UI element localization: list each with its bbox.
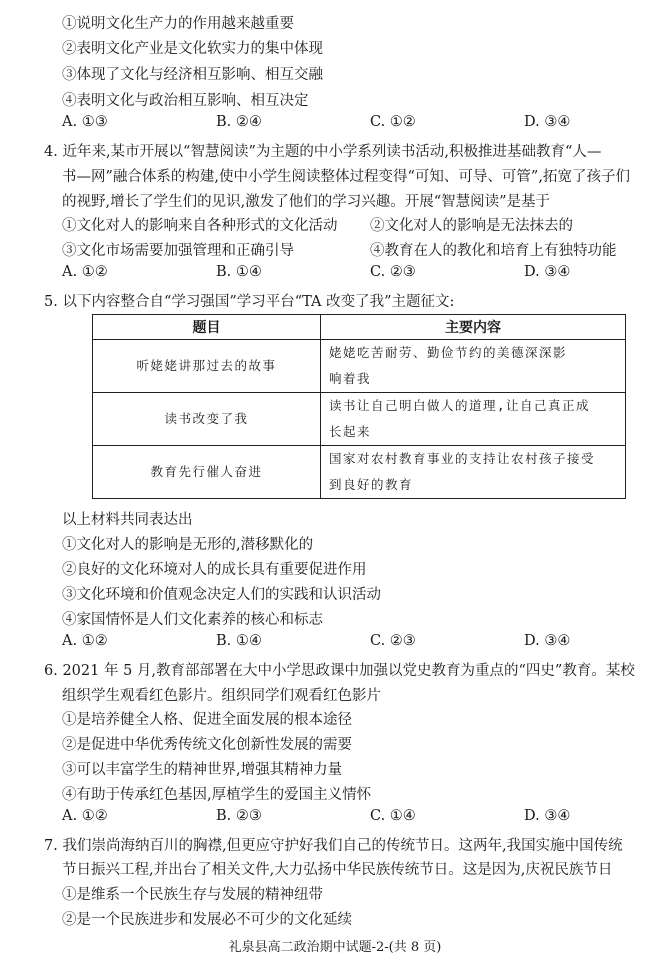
- q7-stem-line-1: 7. 我们崇尚海纳百川的胸襟,但更应守护好我们自己的传统节日。这两年,我国实施中国传统: [44, 838, 623, 854]
- q3-option-b: B. ②④: [216, 114, 262, 130]
- table-cell-content-line-1: 国家对农村教育事业的支持让农村孩子接受: [329, 451, 596, 466]
- q3-statement-4: ④表明文化与政治相互影响、相互决定: [62, 93, 309, 109]
- q5-lead: 以上材料共同表达出: [62, 512, 193, 528]
- q6-stem-line-2: 组织学生观看红色影片。组织同学们观看红色影片: [62, 688, 381, 704]
- essay-table: [92, 314, 626, 499]
- table-cell-title: 教育先行催人奋进: [93, 446, 321, 499]
- table-row: [93, 446, 626, 499]
- q4-stem-line-1: 4. 近年来,某市开展以“智慧阅读”为主题的中小学系列读书活动,积极推进基础教育“人—: [44, 144, 602, 160]
- q4-stem-line-2: 书—网”融合体系的构建,使中小学生阅读整体过程变得“可知、可导、可管”,拓宽了孩子们: [62, 169, 630, 185]
- table-header-content: 主要内容: [321, 315, 626, 340]
- table-header-row: [93, 315, 626, 340]
- q5-stem: 5. 以下内容整合自“学习强国”学习平台“TA 改变了我”主题征文:: [44, 294, 455, 310]
- q5-option-d: D. ③④: [524, 633, 571, 649]
- q4-option-b: B. ①④: [216, 264, 262, 280]
- q5-statement-1: ①文化对人的影响是无形的,潜移默化的: [62, 537, 314, 553]
- table-cell-content: [321, 446, 626, 499]
- q6-option-b: B. ②③: [216, 808, 262, 824]
- q5-option-b: B. ①④: [216, 633, 262, 649]
- q6-option-a: A. ①②: [62, 808, 108, 824]
- table-cell-title: 听姥姥讲那过去的故事: [93, 340, 321, 393]
- q4-stem-line-3: 的视野,增长了学生们的见识,激发了他们的学习兴趣。开展“智慧阅读”是基于: [62, 194, 551, 210]
- q3-option-c: C. ①②: [370, 114, 416, 130]
- q4-statement-1: ①文化对人的影响来自各种形式的文化活动: [62, 218, 338, 234]
- table-row: [93, 393, 626, 446]
- table-cell-content-line-1: 姥姥吃苦耐劳、勤俭节约的美德深深影: [329, 345, 568, 360]
- q4-statement-4: ④教育在人的教化和培育上有独特功能: [370, 243, 617, 259]
- q5-statement-2: ②良好的文化环境对人的成长具有重要促进作用: [62, 562, 367, 578]
- q6-statement-4: ④有助于传承红色基因,厚植学生的爱国主义情怀: [62, 787, 372, 803]
- q5-option-c: C. ②③: [370, 633, 416, 649]
- table-cell-content: [321, 340, 626, 393]
- table-cell-content: [321, 393, 626, 446]
- q7-statement-1: ①是维系一个民族生存与发展的精神纽带: [62, 887, 323, 903]
- q3-option-a: A. ①③: [62, 114, 108, 130]
- q5-option-a: A. ①②: [62, 633, 108, 649]
- page-footer: 礼泉县高二政治期中试题-2-(共 8 页): [228, 940, 442, 955]
- q7-stem-line-2: 节日振兴工程,并出台了相关文件,大力弘扬中华民族传统节日。这是因为,庆祝民族节日: [62, 862, 613, 878]
- q5-statement-3: ③文化环境和价值观念决定人们的实践和认识活动: [62, 587, 381, 603]
- table-cell-title: 读书改变了我: [93, 393, 321, 446]
- q3-statement-2: ②表明文化产业是文化软实力的集中体现: [62, 41, 323, 57]
- table-cell-content-line-2: 到良好的教育: [329, 477, 414, 492]
- q5-statement-4: ④家国情怀是人们文化素养的核心和标志: [62, 612, 323, 628]
- q6-stem-line-1: 6. 2021 年 5 月,教育部部署在大中小学思政课中加强以党史教育为重点的“四史”教育。某校: [44, 663, 635, 679]
- table-cell-content-line-2: 长起来: [329, 424, 372, 439]
- q3-option-d: D. ③④: [524, 114, 571, 130]
- table-header-title: 题目: [93, 315, 321, 340]
- q4-statement-2: ②文化对人的影响是无法抹去的: [370, 218, 573, 234]
- q4-option-a: A. ①②: [62, 264, 108, 280]
- table-cell-content-line-1: 读书让自己明白做人的道理,让自己真正成: [329, 398, 591, 413]
- q6-statement-1: ①是培养健全人格、促进全面发展的根本途径: [62, 712, 352, 728]
- q6-option-d: D. ③④: [524, 808, 571, 824]
- q4-statement-3: ③文化市场需要加强管理和正确引导: [62, 243, 294, 259]
- table-row: [93, 340, 626, 393]
- q6-statement-3: ③可以丰富学生的精神世界,增强其精神力量: [62, 762, 343, 778]
- q3-statement-3: ③体现了文化与经济相互影响、相互交融: [62, 67, 323, 83]
- q4-option-c: C. ②③: [370, 264, 416, 280]
- q4-option-d: D. ③④: [524, 264, 571, 280]
- table-cell-content-line-2: 响着我: [329, 371, 372, 386]
- q6-option-c: C. ①④: [370, 808, 416, 824]
- q7-statement-2: ②是一个民族进步和发展必不可少的文化延续: [62, 912, 352, 928]
- q6-statement-2: ②是促进中华优秀传统文化创新性发展的需要: [62, 737, 352, 753]
- q3-statement-1: ①说明文化生产力的作用越来越重要: [62, 16, 294, 32]
